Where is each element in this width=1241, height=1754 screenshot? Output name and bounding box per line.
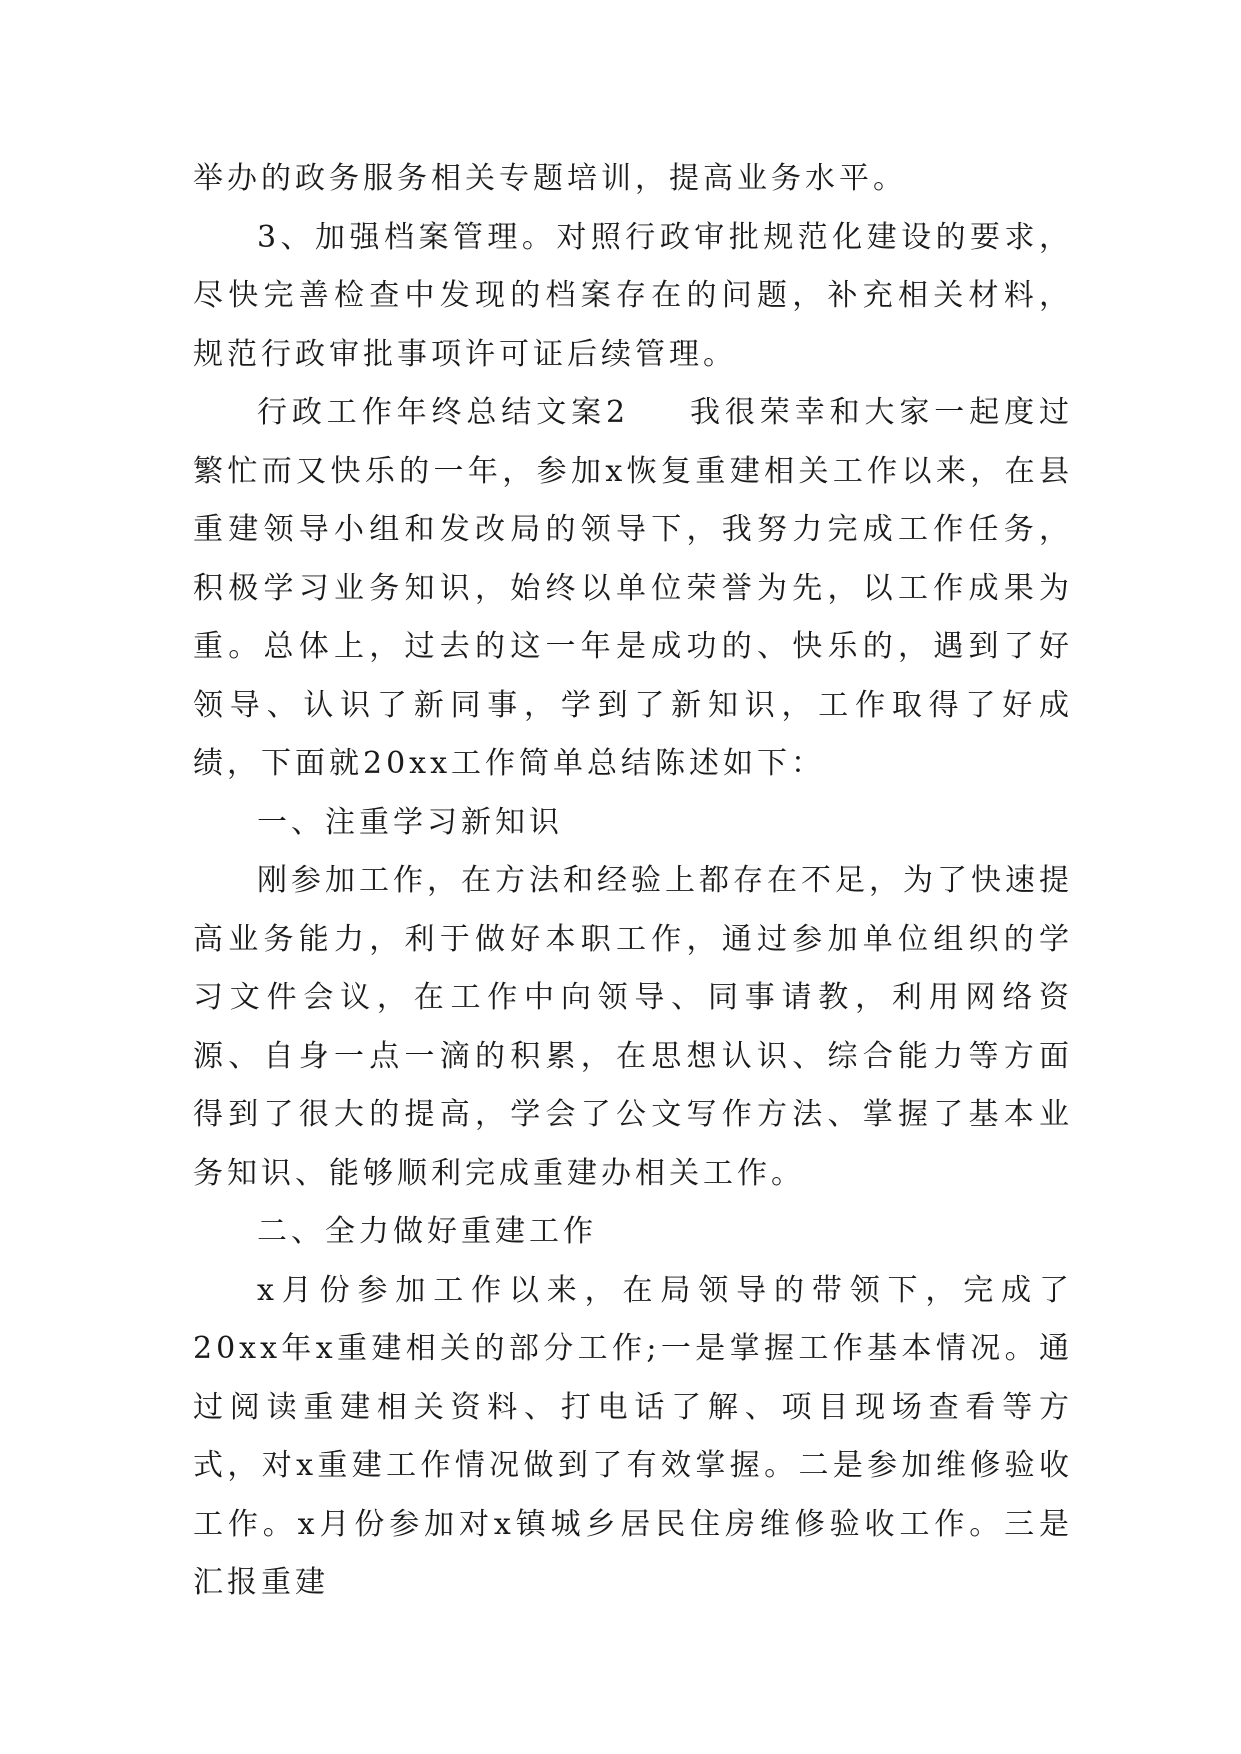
paragraph-training <box>193 150 1073 209</box>
heading-learning <box>193 794 1073 853</box>
document-body <box>193 150 1073 1613</box>
paragraph-archive-management <box>193 209 1073 385</box>
heading-reconstruction <box>193 1203 1073 1262</box>
paragraph-text: x月份参加工作以来，在局领导的带领下，完成了20xx年x重建相关的部分工作;一是掌握工作基本情况。通过阅读重建相关资料、打电话了解、项目现场查看等方式，对x重建工作情况做到了有效掌握。二是参加维修验收工作。x月份参加对x镇城乡居民住房维修验收工作。三是汇报重建 <box>193 1272 1073 1600</box>
paragraph-text: 举办的政务服务相关专题培训，提高业务水平。 <box>193 161 907 196</box>
heading-text: 一、注重学习新知识 <box>257 804 563 840</box>
paragraph-text: 刚参加工作，在方法和经验上都存在不足，为了快速提高业务能力，利于做好本职工作，通过参加单位组织的学习文件会议，在工作中向领导、同事请教，利用网络资源、自身一点一滴的积累，在思想认识、综合能力等方面得到了很大的提高，学会了公文写作方法、掌握了基本业务知识、能够顺利完成重建办相关工作。 <box>193 863 1073 1191</box>
paragraph-summary-intro <box>193 384 1073 794</box>
paragraph-text: 我很荣幸和大家一起度过繁忙而又快乐的一年，参加x恢复重建相关工作以来，在县重建领导小组和发改局的领导下，我努力完成工作任务，积极学习业务知识，始终以单位荣誉为先，以工作成果为重。总体上，过去的这一年是成功的、快乐的，遇到了好领导、认识了新同事，学到了新知识，工作取得了好成绩，下面就20xx工作简单总结陈述如下： <box>193 395 1073 781</box>
paragraph-reconstruction <box>193 1262 1073 1613</box>
heading-text: 二、全力做好重建工作 <box>257 1214 597 1249</box>
paragraph-text: 3、加强档案管理。对照行政审批规范化建设的要求，尽快完善检查中发现的档案存在的问题，补充相关材料，规范行政审批事项许可证后续管理。 <box>193 219 1073 372</box>
section-title: 行政工作年终总结文案2 <box>257 395 630 430</box>
paragraph-learning <box>193 852 1073 1203</box>
